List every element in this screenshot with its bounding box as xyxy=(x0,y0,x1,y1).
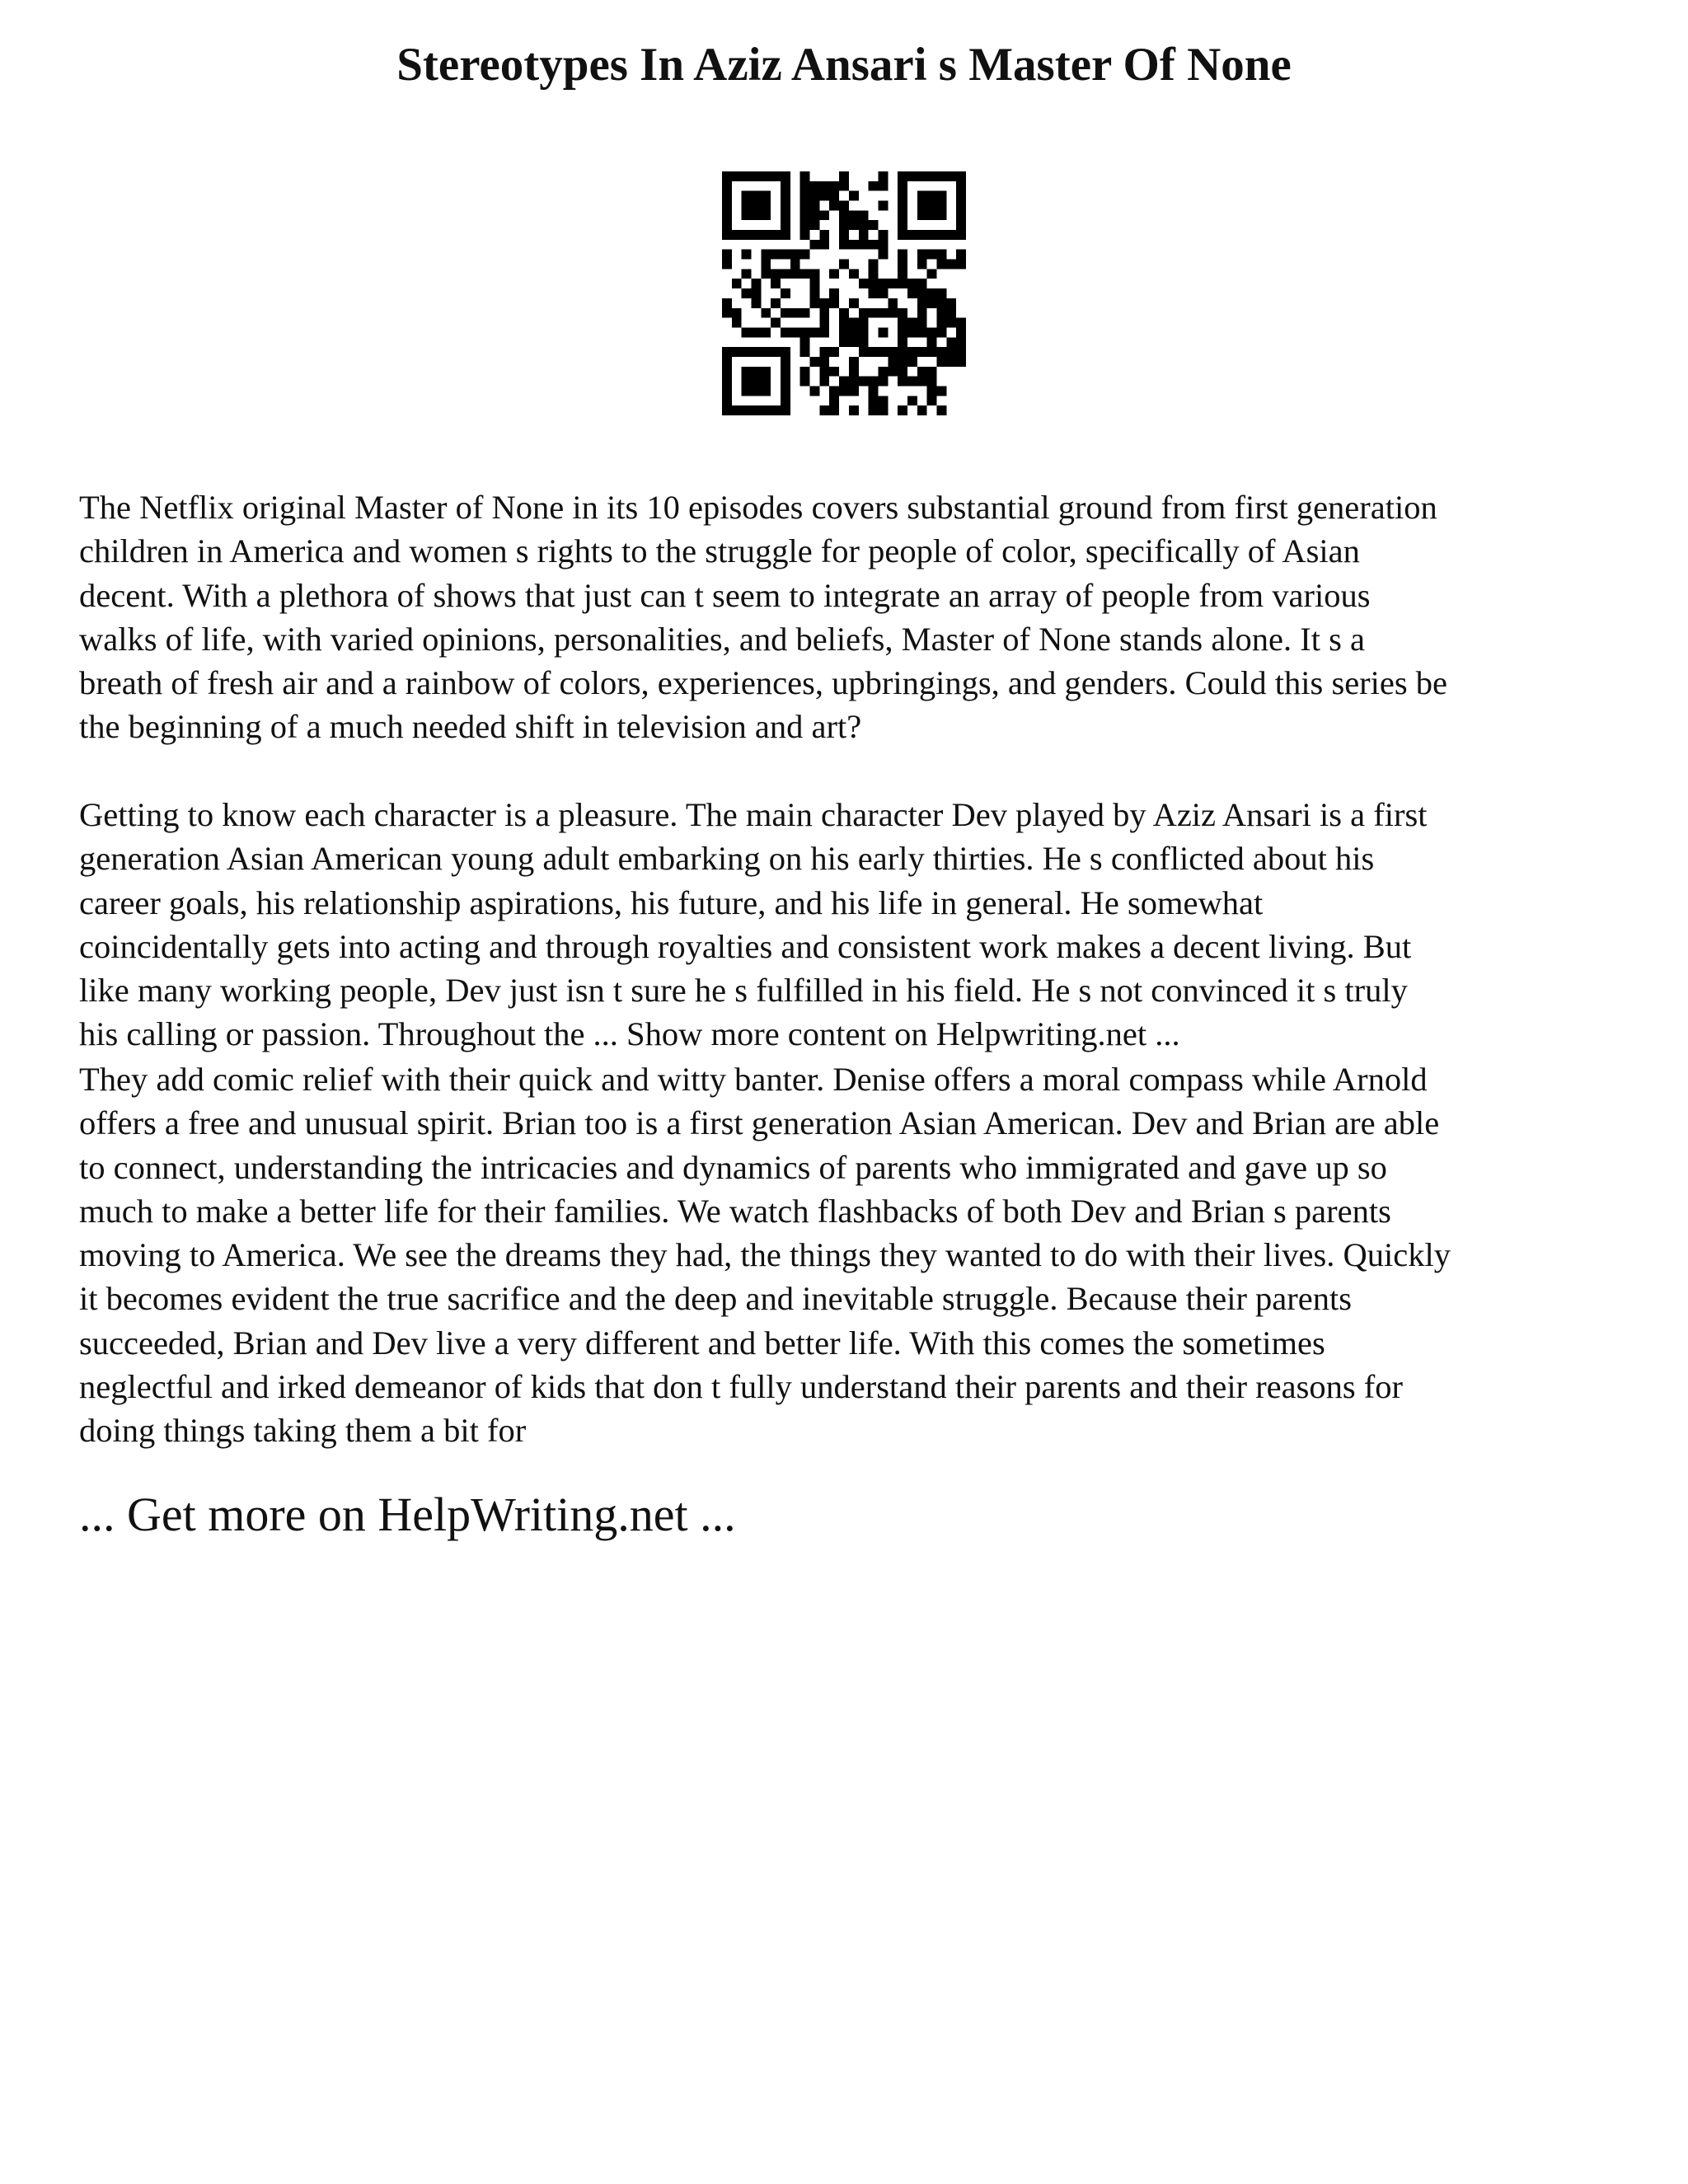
get-more-link[interactable]: ... Get more on HelpWriting.net ... xyxy=(79,1488,736,1541)
qr-code-icon[interactable] xyxy=(722,171,966,415)
paragraph-intro: The Netflix original Master of None in its 10 episodes covers substantial ground from first generation children in America and women s rights to the struggle for people of color, specifically of Asian decent. With a plethora of shows that just can t seem to integrate an array of people from various walks of life, with varied opinions, personalities, and beliefs, Master of None stands alone. It s a breath of fresh air and a rainbow of colors, experiences, upbringings, and genders. Could this series be the beginning of a much needed shift in television and art? xyxy=(79,489,1448,746)
document-title: Stereotypes In Aziz Ansari s Master Of None xyxy=(396,39,1292,91)
paragraph-continuation: They add comic relief with their quick and witty banter. Denise offers a moral compass while Arnold offers a free and unusual spirit. Brian too is a first generation Asian American. Dev and Brian are able to connect, understanding the intricacies and dynamics of parents who immigrated and gave up so much to make a better life for their families. We watch flashbacks of both Dev and Brian s parents moving to America. We see the dreams they had, the things they wanted to do with their lives. Quickly it becomes evident the true sacrifice and the deep and inevitable struggle. Because their parents succeeded, Brian and Dev live a very different and better life. With this comes the sometimes neglectful and irked demeanor of kids that don t fully understand their parents and their reasons for doing things taking them a bit for xyxy=(79,1061,1451,1450)
paragraph-characters: Getting to know each character is a pleasure. The main character Dev played by Aziz Ansari is a first generation Asian American young adult embarking on his early thirties. He s conflicted about his career goals, his relationship aspirations, his future, and his life in general. He somewhat coincidentally gets into acting and through royalties and consistent work makes a decent living. But like many working people, Dev just isn t sure he s fulfilled in his field. He s not convinced it s truly his calling or passion. Throughout the ... Show more content on Helpwriting.net ... xyxy=(79,796,1428,1053)
